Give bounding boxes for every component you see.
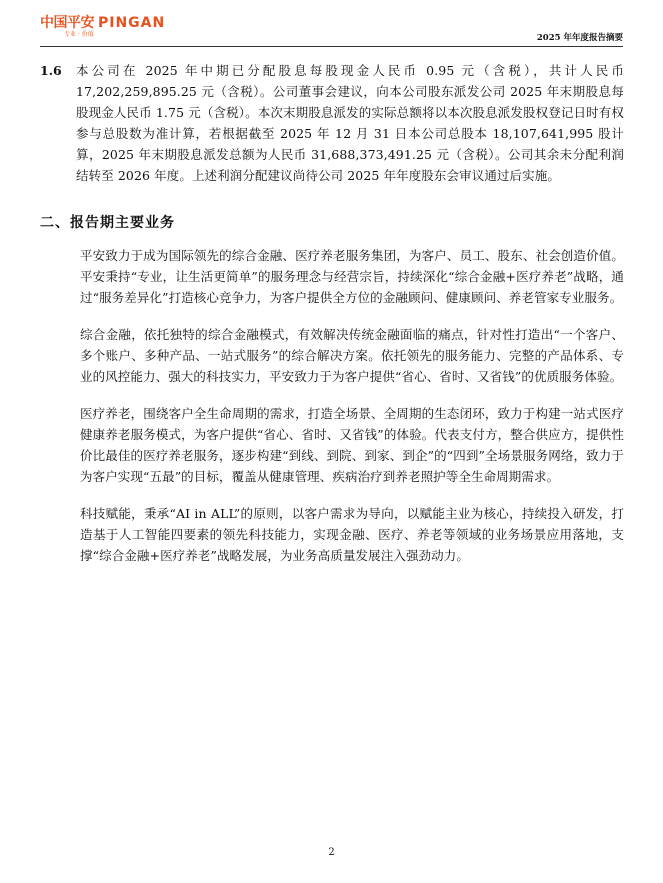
pingan-logo — [40, 12, 165, 32]
page-number: 2 — [328, 847, 335, 858]
section-number: 1.6 — [40, 63, 62, 78]
paragraph-technology: 科技赋能，秉承“AI in ALL”的原则，以客户需求为导向，以赋能主业为核心，持续投入研发，打造基于人工智能四要素的领先科技能力，实现金融、医疗、养老等领域的业务场景应用落地，支撑“综合金融+医疗养老”战略发展，为业务高质量发展注入强劲动力。 — [80, 506, 624, 563]
logo-slogan: 专业 · 价值 — [64, 31, 94, 38]
paragraph-overview: 平安致力于成为国际领先的综合金融、医疗养老服务集团，为客户、员工、股东、社会创造价值。平安秉持“专业，让生活更简单”的服务理念与经营宗旨，持续深化“综合金融+医疗养老”战略，通过“服务差异化”打造核心竞争力，为客户提供全方位的金融顾问、健康顾问、养老管家专业服务。 — [80, 248, 624, 305]
section-2-body — [80, 245, 624, 582]
page-header — [40, 12, 623, 47]
report-title: 2025 年年度报告摘要 — [536, 33, 623, 43]
paragraph-integrated-finance: 综合金融，依托独特的综合金融模式，有效解决传统金融面临的痛点，针对性打造出“一个客户、多个账户、多种产品、一站式服务”的综合解决方案。依托领先的服务能力、完整的产品体系、专业的风控能力、强大的科技实力，平安致力于为客户提供“省心、省时、又省钱”的优质服务体验。 — [80, 327, 624, 384]
section-1-6-text: 本公司在 2025 年中期已分配股息每股现金人民币 0.95 元（含税），共计人民币 17,202,259,895.25 元（含税）。公司董事会建议，向本公司股东派发公司 2025 年末期股息每股现金人民币 1.75 元（含税）。本次末期股息派发的实际总额将以本次股息派发股权登记日时有权参与总股数为准计算，若根据截至 2025 年 12 月 31 日本公司总股本 18,107,641,995 股计算，2025 年末期股息派发总额为人民币 31,688,373,491.25 元（含税）。公司其余未分配利润结转至 2026 年度。上述利润分配建议尚待公司 2025 年年度股东会审议通过后实施。 — [76, 63, 624, 183]
paragraph-healthcare-elderly: 医疗养老，围绕客户全生命周期的需求，打造全场景、全周期的生态闭环，致力于构建一站式医疗健康养老服务模式，为客户提供“省心、省时、又省钱”的体验。代表支付方，整合供应方，提供性价比最佳的医疗养老服务，逐步构建“到线、到院、到家、到企”的“四到”全场景服务网络，致力于为客户实现“五最”的目标，覆盖从健康管理、疾病治疗到养老照护等全生命周期需求。 — [80, 406, 624, 484]
section-1-6 — [40, 60, 624, 186]
logo-en-text: PINGAN — [98, 15, 166, 31]
logo-cn-text: 中国平安 — [40, 15, 94, 31]
section-2-heading: 二、报告期主要业务 — [40, 215, 175, 231]
